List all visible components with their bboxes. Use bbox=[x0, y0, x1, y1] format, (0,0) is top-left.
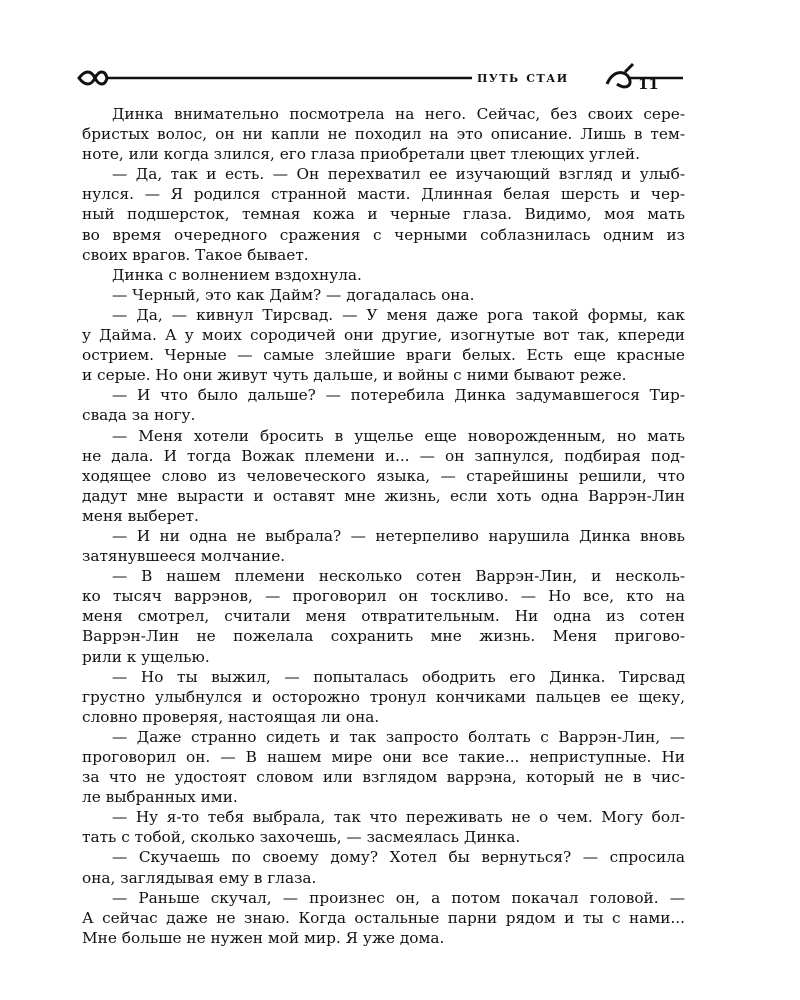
text-line: — Ну я-то тебя выбрала, так что переживать не о чем. Могу бол- bbox=[112, 808, 685, 827]
text-line: нулся. — Я родился странной масти. Длинная белая шерсть и чер- bbox=[82, 185, 685, 204]
text-line: грустно улыбнулся и осторожно тронул кончиками пальцев ее щеку, bbox=[82, 687, 685, 706]
text-line: своих врагов. Такое бывает. bbox=[82, 245, 309, 264]
page-number: 11 bbox=[638, 75, 659, 93]
running-header bbox=[77, 60, 690, 100]
text-line: — Раньше скучал, — произнес он, а потом покачал головой. — bbox=[112, 888, 685, 907]
text-line: — Но ты выжил, — попыталась ободрить его Динка. Тирсвад bbox=[112, 667, 685, 686]
text-line: она, заглядывая ему в глаза. bbox=[82, 868, 317, 887]
text-line: Мне больше не нужен мой мир. Я уже дома. bbox=[82, 928, 445, 947]
text-line: ко тысяч варрэнов, — проговорил он тоскливо. — Но все, кто на bbox=[82, 587, 685, 606]
text-line: и серые. Но они живут чуть дальше, и войны с ними бывают реже. bbox=[82, 366, 627, 385]
text-line: не дала. И тогда Вожак племени и... — он запнулся, подбирая под- bbox=[82, 446, 685, 465]
text-line: — Да, — кивнул Тирсвад. — У меня даже рога такой формы, как bbox=[112, 305, 685, 324]
header-ornament bbox=[77, 60, 690, 100]
text-line: — И ни одна не выбрала? — нетерпеливо нарушила Динка вновь bbox=[112, 526, 685, 545]
body-text bbox=[82, 104, 685, 948]
text-line: дадут мне вырасти и оставят мне жизнь, если хоть одна Варрэн-Лин bbox=[82, 486, 685, 505]
text-line: Варрэн-Лин не пожелала сохранить мне жизнь. Меня пригово- bbox=[82, 627, 685, 646]
text-line: у Дайма. А у моих сородичей они другие, изогнутые вот так, кпереди bbox=[82, 326, 685, 345]
running-title: путь стаи bbox=[477, 68, 569, 86]
text-line: за что не удостоят словом или взглядом варрэна, который не в чис- bbox=[82, 768, 685, 787]
text-line: меня смотрел, считали меня отвратительным. Ни одна из сотен bbox=[82, 607, 685, 626]
text-line: во время очередного сражения с черными соблазнилась одним из bbox=[82, 225, 685, 244]
text-line: проговорил он. — В нашем мире они все такие... неприступные. Ни bbox=[82, 748, 685, 766]
text-line: тать с тобой, сколько захочешь, — засмеялась Динка. bbox=[82, 828, 521, 847]
text-line: ный подшерсток, темная кожа и черные глаза. Видимо, моя мать bbox=[82, 205, 685, 224]
text-line: Динка с волнением вздохнула. bbox=[112, 265, 362, 284]
text-line: острием. Черные — самые злейшие враги белых. Есть еще красные bbox=[82, 346, 685, 365]
text-line: — Меня хотели бросить в ущелье еще новорожденным, но мать bbox=[112, 426, 685, 445]
text-line: затянувшееся молчание. bbox=[82, 547, 286, 566]
text-line: меня выберет. bbox=[82, 506, 199, 525]
text-line: ходящее слово из человеческого языка, — старейшины решили, что bbox=[82, 466, 685, 485]
text-line: — Черный, это как Дайм? — догадалась она. bbox=[112, 285, 475, 304]
text-line: — И что было дальше? — потеребила Динка задумавшегося Тир- bbox=[112, 386, 685, 405]
text-line: рили к ущелью. bbox=[82, 647, 210, 666]
text-line: — Скучаешь по своему дому? Хотел бы вернуться? — спросила bbox=[112, 848, 685, 867]
text-line: словно проверяя, настоящая ли она. bbox=[82, 707, 380, 726]
text-line: ле выбранных ими. bbox=[82, 788, 238, 807]
text-line: бристых волос, он ни капли не походил на это описание. Лишь в тем- bbox=[82, 125, 685, 144]
text-line: Динка внимательно посмотрела на него. Сейчас, без своих сере- bbox=[112, 105, 685, 123]
text-line: свада за ногу. bbox=[82, 406, 196, 425]
text-line: — Даже странно сидеть и так запросто болтать с Варрэн-Лин, — bbox=[112, 727, 685, 746]
text-line: ноте, или когда злился, его глаза приобретали цвет тлеющих углей. bbox=[82, 145, 640, 164]
text-line: — В нашем племени несколько сотен Варрэн-Лин, и несколь- bbox=[112, 567, 685, 586]
text-line: А сейчас даже не знаю. Когда остальные парни рядом и ты с нами... bbox=[82, 908, 685, 927]
right-knot-icon bbox=[607, 64, 633, 87]
text-line: — Да, так и есть. — Он перехватил ее изучающий взгляд и улыб- bbox=[112, 165, 685, 184]
left-knot-icon bbox=[79, 72, 107, 84]
